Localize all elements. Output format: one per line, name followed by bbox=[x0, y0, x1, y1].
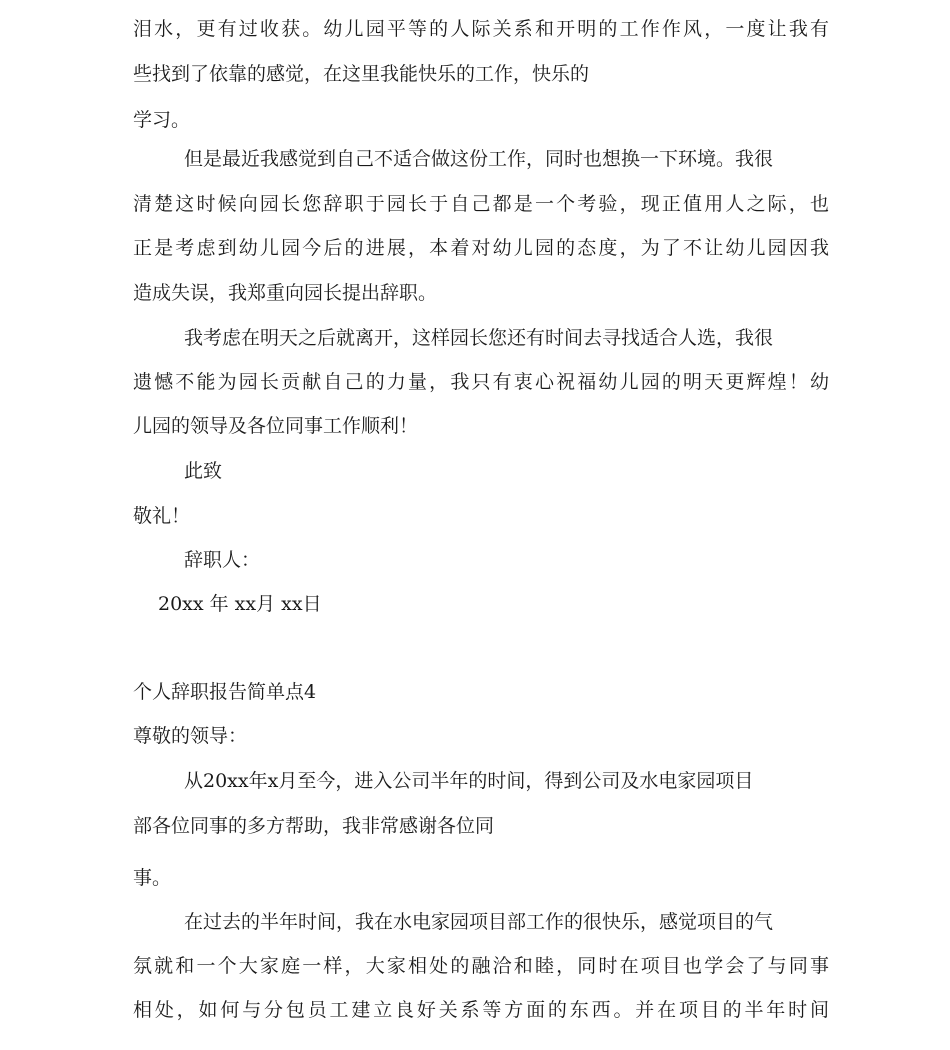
body-text-line: 我考虑在明天之后就离开，这样园长您还有时间去寻找适合人选，我很 bbox=[184, 327, 774, 349]
body-text-line: 清楚这时候向园长您辞职于园长于自己都是一个考验，现正值用人之际，也 bbox=[133, 193, 829, 215]
section-title: 个人辞职报告简单点4 bbox=[133, 681, 317, 703]
body-text-line: 部各位同事的多方帮助，我非常感谢各位同 bbox=[133, 815, 495, 837]
body-text-line: 但是最近我感觉到自己不适合做这份工作，同时也想换一下环境。我很 bbox=[184, 148, 774, 170]
body-text-line: 儿园的领导及各位同事工作顺利！ bbox=[133, 415, 419, 437]
body-text-line: 在过去的半年时间，我在水电家园项目部工作的很快乐，感觉项目的气 bbox=[184, 911, 774, 933]
body-text-line: 事。 bbox=[133, 867, 172, 889]
date-line: 20xx 年 xx月 xx日 bbox=[158, 593, 322, 615]
salutation-line: 敬礼！ bbox=[133, 505, 191, 527]
closing-line: 此致 bbox=[184, 460, 223, 482]
body-text-line: 氛就和一个大家庭一样，大家相处的融洽和睦，同时在项目也学会了与同事 bbox=[133, 955, 829, 977]
body-text-line: 泪水，更有过收获。幼儿园平等的人际关系和开明的工作作风，一度让我有 bbox=[133, 18, 829, 40]
body-text-line: 些找到了依靠的感觉，在这里我能快乐的工作，快乐的 bbox=[133, 63, 590, 85]
body-text-line: 相处，如何与分包员工建立良好关系等方面的东西。并在项目的半年时间 bbox=[133, 999, 829, 1021]
body-text-line: 正是考虑到幼儿园今后的进展，本着对幼儿园的态度，为了不让幼儿园因我 bbox=[133, 237, 829, 259]
signature-label: 辞职人： bbox=[184, 549, 261, 571]
body-text-line: 造成失误，我郑重向园长提出辞职。 bbox=[133, 282, 438, 304]
body-text-line: 遗憾不能为园长贡献自己的力量，我只有衷心祝福幼儿园的明天更辉煌！幼 bbox=[133, 371, 829, 393]
body-text-line: 学习。 bbox=[133, 109, 191, 131]
body-text-line: 从20xx年x月至今，进入公司半年的时间，得到公司及水电家园项目 bbox=[184, 770, 754, 792]
greeting-line: 尊敬的领导： bbox=[133, 725, 248, 747]
